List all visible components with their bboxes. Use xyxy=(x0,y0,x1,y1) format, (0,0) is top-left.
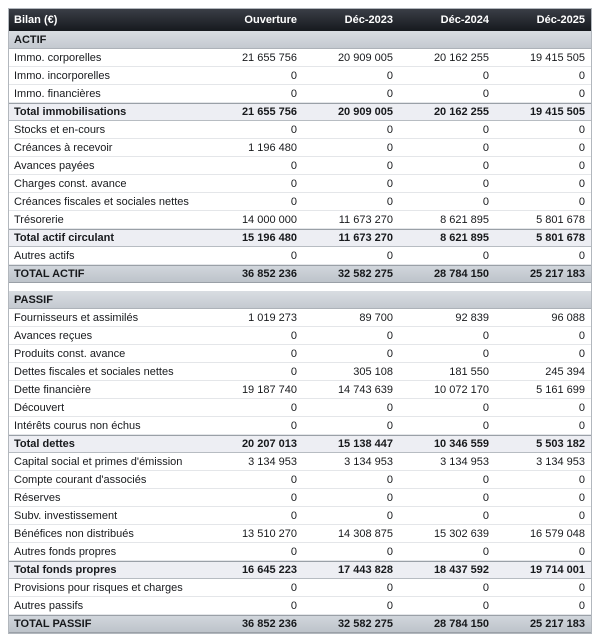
cell-value: 21 655 756 xyxy=(241,51,297,64)
cell-value: 25 217 183 xyxy=(529,268,585,280)
spacer-row xyxy=(9,283,591,291)
cell-value: 20 909 005 xyxy=(337,51,393,64)
row-label: Bénéfices non distribués xyxy=(14,527,134,540)
cell-value: 0 xyxy=(386,419,393,432)
table-row xyxy=(9,597,591,615)
cell-value: 0 xyxy=(482,347,489,360)
cell-value: 10 072 170 xyxy=(433,383,489,396)
cell-value: 0 xyxy=(578,473,585,486)
row-label: Total immobilisations xyxy=(14,106,127,118)
cell-value: 0 xyxy=(290,599,297,612)
cell-value: 0 xyxy=(290,249,297,262)
table-row xyxy=(9,175,591,193)
table-row xyxy=(9,85,591,103)
cell-value: 32 582 275 xyxy=(337,268,393,280)
cell-value: 305 108 xyxy=(353,365,393,378)
cell-value: 96 088 xyxy=(551,311,585,324)
cell-value: 28 784 150 xyxy=(433,268,489,280)
section-row xyxy=(9,291,591,309)
cell-value: 36 852 236 xyxy=(241,268,297,280)
table-row xyxy=(9,525,591,543)
cell-value: 5 801 678 xyxy=(536,232,585,244)
cell-value: 0 xyxy=(482,123,489,136)
cell-value: 32 582 275 xyxy=(337,618,393,630)
cell-value: 0 xyxy=(482,509,489,522)
row-label: Réserves xyxy=(14,491,61,504)
cell-value: 0 xyxy=(290,329,297,342)
cell-value: 0 xyxy=(482,195,489,208)
cell-value: 16 579 048 xyxy=(529,527,585,540)
cell-value: 5 503 182 xyxy=(536,438,585,450)
row-label: Avances reçues xyxy=(14,329,93,342)
cell-value: 89 700 xyxy=(359,311,393,324)
cell-value: 0 xyxy=(578,401,585,414)
header-ouverture: Ouverture xyxy=(244,14,297,26)
cell-value: 36 852 236 xyxy=(241,618,297,630)
cell-value: 0 xyxy=(578,509,585,522)
cell-value: 18 437 592 xyxy=(433,564,489,576)
subtotal-row xyxy=(9,229,591,247)
cell-value: 92 839 xyxy=(455,311,489,324)
cell-value: 0 xyxy=(290,491,297,504)
cell-value: 0 xyxy=(482,581,489,594)
cell-value: 0 xyxy=(290,195,297,208)
cell-value: 0 xyxy=(482,177,489,190)
cell-value: 20 909 005 xyxy=(337,106,393,118)
cell-value: 0 xyxy=(290,473,297,486)
cell-value: 0 xyxy=(290,509,297,522)
cell-value: 0 xyxy=(578,545,585,558)
cell-value: 0 xyxy=(290,177,297,190)
cell-value: 17 443 828 xyxy=(337,564,393,576)
cell-value: 0 xyxy=(386,329,393,342)
table-row xyxy=(9,49,591,67)
cell-value: 1 019 273 xyxy=(248,311,297,324)
cell-value: 245 394 xyxy=(545,365,585,378)
cell-value: 19 415 505 xyxy=(529,106,585,118)
cell-value: 13 510 270 xyxy=(241,527,297,540)
cell-value: 3 134 953 xyxy=(536,455,585,468)
header-dec-2025: Déc-2025 xyxy=(536,14,585,26)
cell-value: 28 784 150 xyxy=(433,618,489,630)
cell-value: 0 xyxy=(386,401,393,414)
cell-value: 0 xyxy=(578,141,585,154)
table-row xyxy=(9,327,591,345)
table-row xyxy=(9,157,591,175)
row-label: TOTAL ACTIF xyxy=(14,268,85,280)
row-label: Compte courant d'associés xyxy=(14,473,147,486)
cell-value: 0 xyxy=(386,509,393,522)
table-row xyxy=(9,579,591,597)
table-row xyxy=(9,309,591,327)
cell-value: 0 xyxy=(482,419,489,432)
cell-value: 0 xyxy=(290,545,297,558)
subtotal-row xyxy=(9,561,591,579)
cell-value: 0 xyxy=(578,419,585,432)
row-label: Immo. corporelles xyxy=(14,51,102,64)
header-dec-2023: Déc-2023 xyxy=(344,14,393,26)
cell-value: 0 xyxy=(578,347,585,360)
row-label: Avances payées xyxy=(14,159,95,172)
cell-value: 0 xyxy=(386,249,393,262)
cell-value: 0 xyxy=(290,365,297,378)
cell-value: 0 xyxy=(482,249,489,262)
cell-value: 14 000 000 xyxy=(241,213,297,226)
cell-value: 0 xyxy=(578,87,585,100)
row-label: Capital social et primes d'émission xyxy=(14,455,183,468)
cell-value: 0 xyxy=(290,347,297,360)
table-row xyxy=(9,543,591,561)
cell-value: 0 xyxy=(578,195,585,208)
cell-value: 15 302 639 xyxy=(433,527,489,540)
cell-value: 14 743 639 xyxy=(337,383,393,396)
cell-value: 16 645 223 xyxy=(241,564,297,576)
row-label: Intérêts courus non échus xyxy=(14,419,141,432)
cell-value: 0 xyxy=(482,141,489,154)
cell-value: 11 673 270 xyxy=(338,232,393,244)
cell-value: 0 xyxy=(578,599,585,612)
cell-value: 0 xyxy=(386,347,393,360)
cell-value: 0 xyxy=(482,159,489,172)
cell-value: 0 xyxy=(578,69,585,82)
table-row xyxy=(9,471,591,489)
cell-value: 0 xyxy=(482,545,489,558)
cell-value: 11 673 270 xyxy=(338,213,393,226)
row-label: PASSIF xyxy=(14,293,53,306)
cell-value: 0 xyxy=(578,177,585,190)
row-label: Charges const. avance xyxy=(14,177,127,190)
row-label: Immo. incorporelles xyxy=(14,69,110,82)
cell-value: 8 621 895 xyxy=(440,232,489,244)
section-row xyxy=(9,31,591,49)
table-row xyxy=(9,67,591,85)
cell-value: 181 550 xyxy=(449,365,489,378)
balance-sheet-table xyxy=(8,8,592,634)
cell-value: 0 xyxy=(578,123,585,136)
cell-value: 10 346 559 xyxy=(433,438,489,450)
row-label: Total actif circulant xyxy=(14,232,115,244)
subtotal-row xyxy=(9,103,591,121)
cell-value: 3 134 953 xyxy=(440,455,489,468)
cell-value: 0 xyxy=(386,87,393,100)
row-label: Dettes fiscales et sociales nettes xyxy=(14,365,174,378)
header-dec-2024: Déc-2024 xyxy=(440,14,489,26)
cell-value: 0 xyxy=(290,123,297,136)
row-label: Provisions pour risques et charges xyxy=(14,581,183,594)
cell-value: 0 xyxy=(482,69,489,82)
cell-value: 0 xyxy=(386,599,393,612)
row-label: Produits const. avance xyxy=(14,347,126,360)
subtotal-row xyxy=(9,435,591,453)
cell-value: 0 xyxy=(386,581,393,594)
cell-value: 0 xyxy=(290,159,297,172)
cell-value: 0 xyxy=(386,159,393,172)
cell-value: 15 138 447 xyxy=(337,438,393,450)
cell-value: 21 655 756 xyxy=(241,106,297,118)
cell-value: 8 621 895 xyxy=(440,213,489,226)
table-row xyxy=(9,247,591,265)
cell-value: 0 xyxy=(386,195,393,208)
row-label: Autres actifs xyxy=(14,249,75,262)
cell-value: 0 xyxy=(578,329,585,342)
cell-value: 19 415 505 xyxy=(529,51,585,64)
cell-value: 0 xyxy=(290,401,297,414)
cell-value: 0 xyxy=(386,141,393,154)
row-label: Stocks et en-cours xyxy=(14,123,106,136)
cell-value: 0 xyxy=(386,69,393,82)
cell-value: 0 xyxy=(290,87,297,100)
cell-value: 25 217 183 xyxy=(529,618,585,630)
cell-value: 0 xyxy=(386,123,393,136)
table-header xyxy=(9,9,591,31)
cell-value: 3 134 953 xyxy=(344,455,393,468)
cell-value: 0 xyxy=(482,599,489,612)
table-row xyxy=(9,381,591,399)
table-row xyxy=(9,363,591,381)
table-row xyxy=(9,139,591,157)
cell-value: 0 xyxy=(482,329,489,342)
cell-value: 0 xyxy=(578,159,585,172)
cell-value: 19 714 001 xyxy=(529,564,585,576)
row-label: Trésorerie xyxy=(14,213,64,226)
cell-value: 14 308 875 xyxy=(337,527,393,540)
row-label: Créances fiscales et sociales nettes xyxy=(14,195,189,208)
row-label: Total fonds propres xyxy=(14,564,117,576)
row-label: Immo. financières xyxy=(14,87,101,100)
cell-value: 0 xyxy=(482,87,489,100)
cell-value: 0 xyxy=(482,491,489,504)
cell-value: 0 xyxy=(290,419,297,432)
cell-value: 0 xyxy=(482,473,489,486)
table-row xyxy=(9,417,591,435)
table-body xyxy=(9,31,591,633)
header-bilan: Bilan (€) xyxy=(14,14,58,26)
table-row xyxy=(9,507,591,525)
table-row xyxy=(9,193,591,211)
cell-value: 0 xyxy=(482,401,489,414)
cell-value: 20 162 255 xyxy=(433,106,489,118)
cell-value: 1 196 480 xyxy=(248,141,297,154)
cell-value: 20 207 013 xyxy=(241,438,297,450)
table-row xyxy=(9,211,591,229)
grandtotal-row xyxy=(9,615,591,633)
table-row xyxy=(9,121,591,139)
row-label: Autres fonds propres xyxy=(14,545,117,558)
cell-value: 0 xyxy=(386,491,393,504)
cell-value: 20 162 255 xyxy=(433,51,489,64)
cell-value: 0 xyxy=(386,177,393,190)
row-label: ACTIF xyxy=(14,33,47,46)
cell-value: 19 187 740 xyxy=(241,383,297,396)
grandtotal-row xyxy=(9,265,591,283)
table-row xyxy=(9,345,591,363)
row-label: Autres passifs xyxy=(14,599,84,612)
cell-value: 5 801 678 xyxy=(536,213,585,226)
cell-value: 0 xyxy=(578,249,585,262)
row-label: TOTAL PASSIF xyxy=(14,618,92,630)
row-label: Dette financière xyxy=(14,383,92,396)
cell-value: 0 xyxy=(386,473,393,486)
cell-value: 0 xyxy=(386,545,393,558)
cell-value: 3 134 953 xyxy=(248,455,297,468)
table-row xyxy=(9,399,591,417)
cell-value: 0 xyxy=(578,581,585,594)
cell-value: 0 xyxy=(578,491,585,504)
row-label: Total dettes xyxy=(14,438,75,450)
cell-value: 0 xyxy=(290,69,297,82)
row-label: Fournisseurs et assimilés xyxy=(14,311,139,324)
cell-value: 15 196 480 xyxy=(241,232,297,244)
cell-value: 5 161 699 xyxy=(536,383,585,396)
cell-value: 0 xyxy=(290,581,297,594)
row-label: Créances à recevoir xyxy=(14,141,113,154)
row-label: Subv. investissement xyxy=(14,509,118,522)
row-label: Découvert xyxy=(14,401,65,414)
table-row xyxy=(9,453,591,471)
table-row xyxy=(9,489,591,507)
